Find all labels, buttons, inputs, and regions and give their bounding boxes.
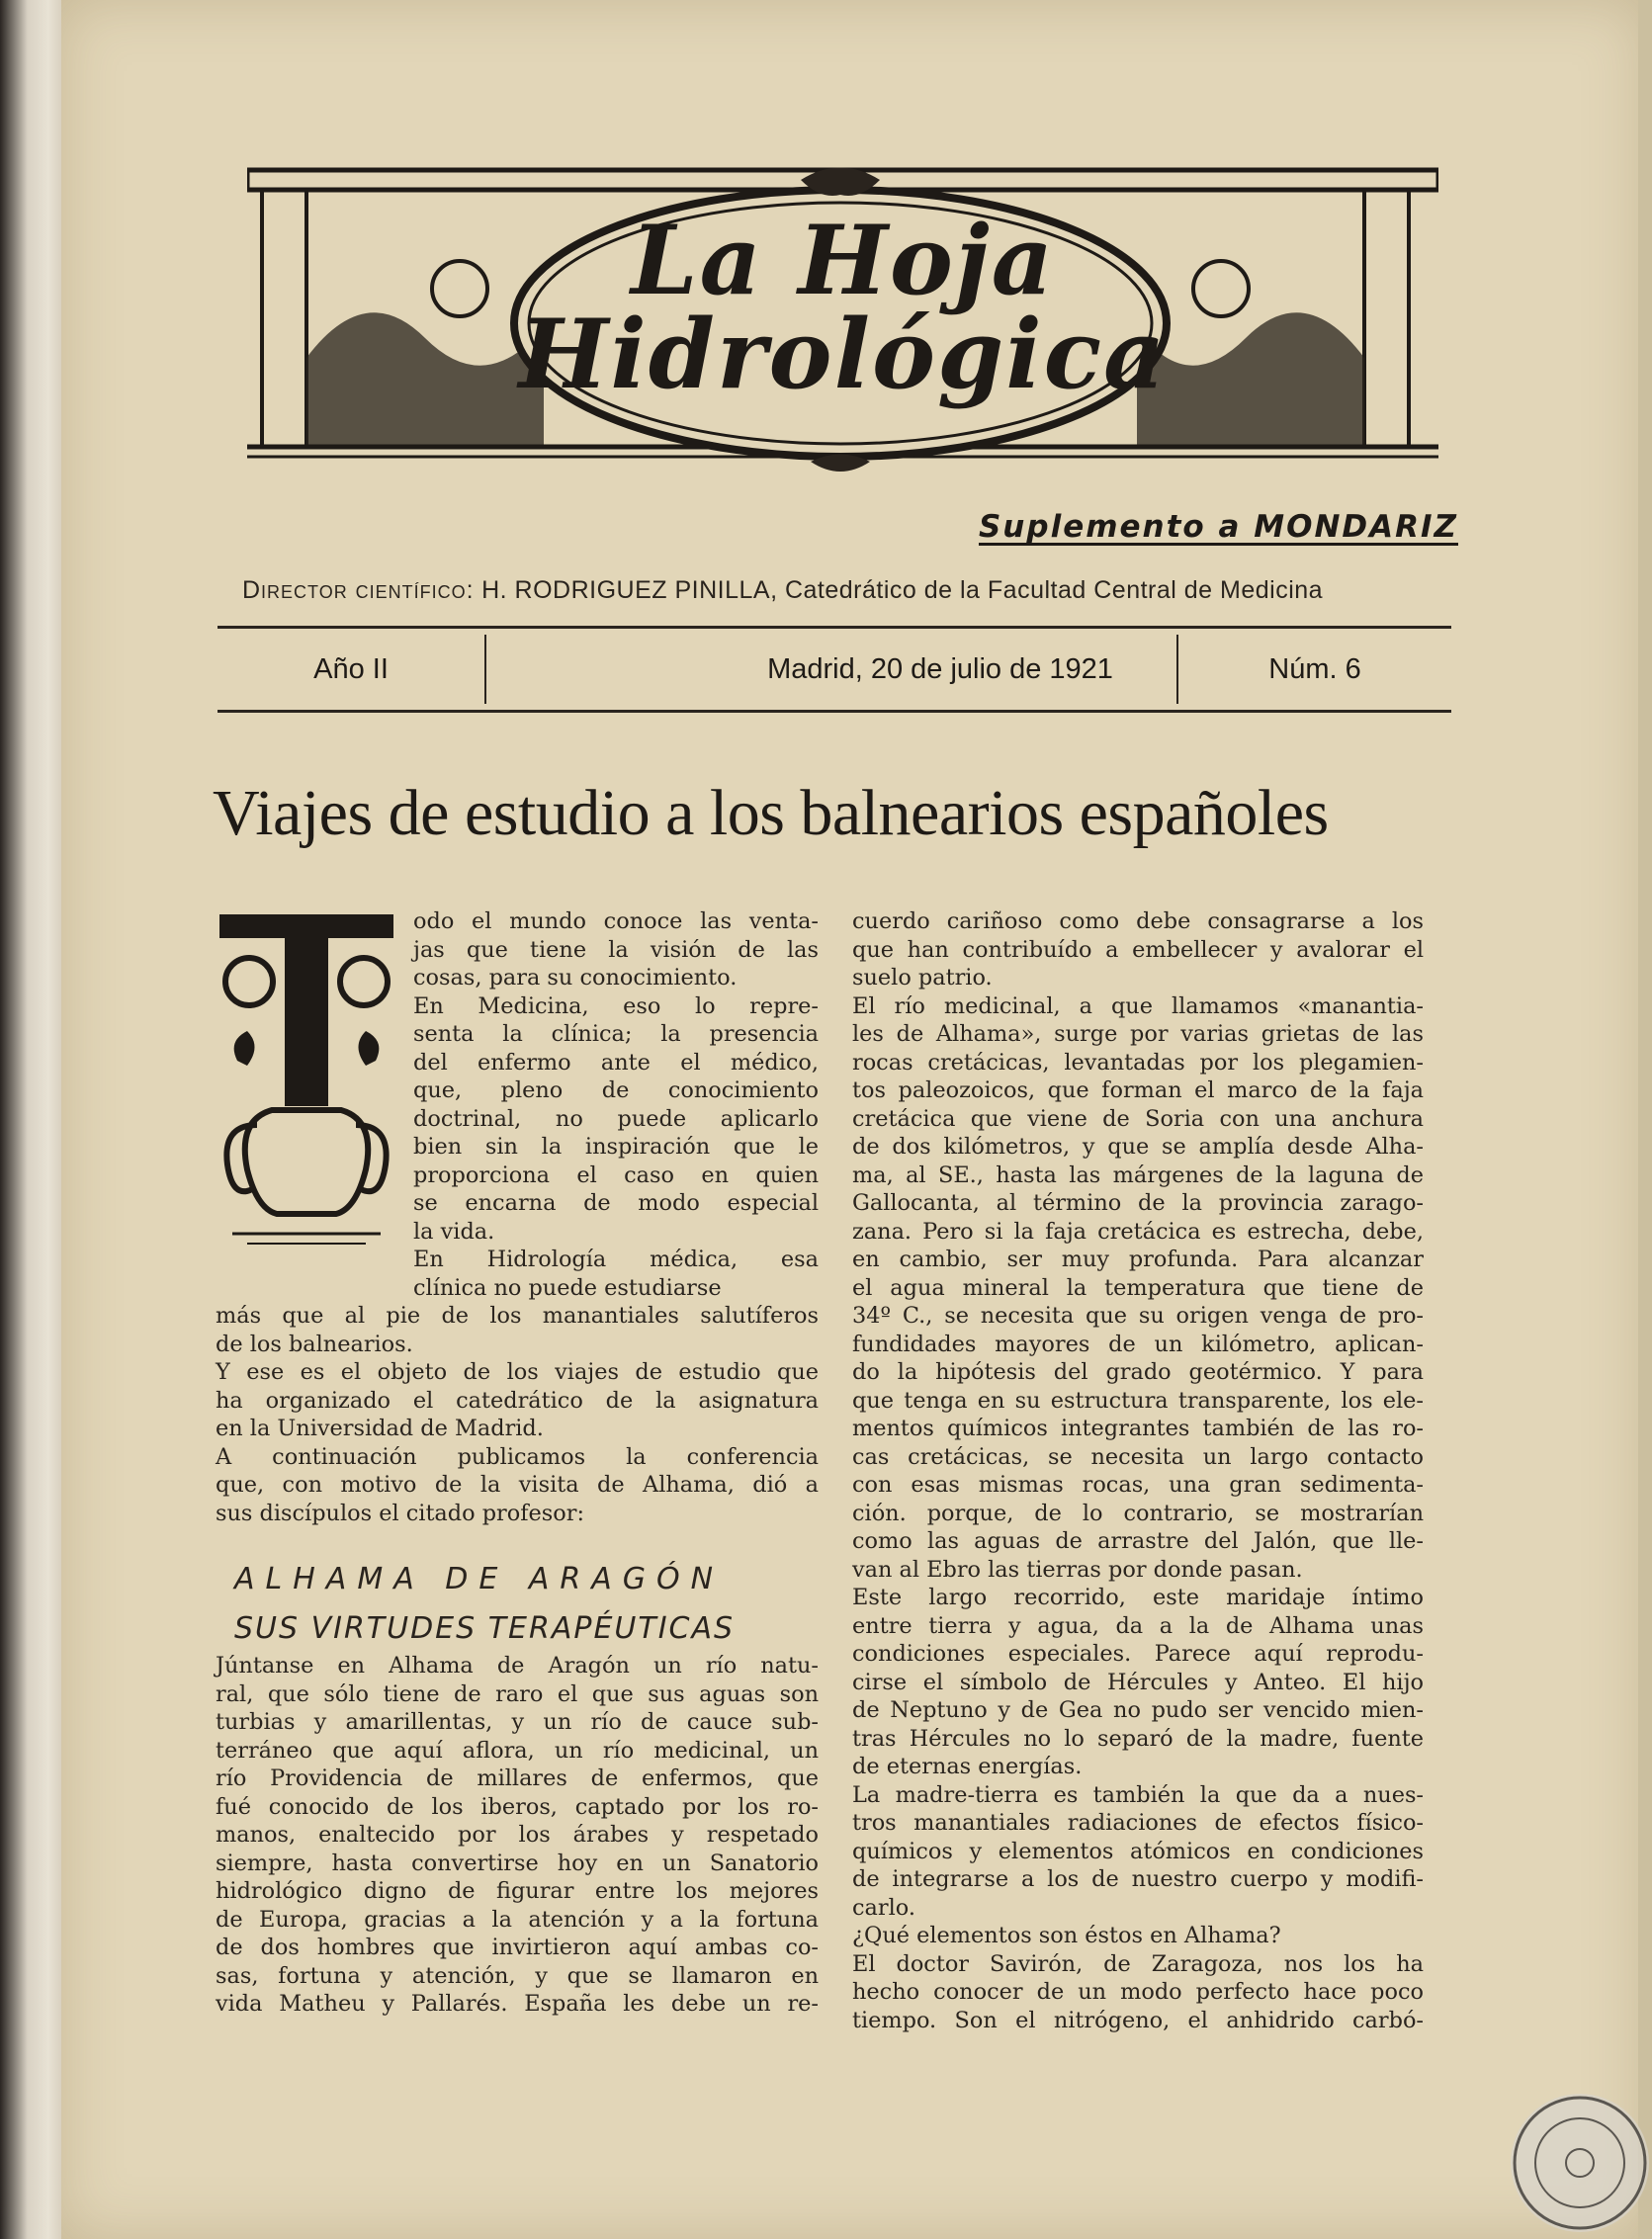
text-line: El doctor Savirón, de Zaragoza, nos los ha — [852, 1950, 1424, 1977]
academy-seal-icon — [1503, 2086, 1651, 2234]
text-line: proporciona el caso en quien — [413, 1162, 819, 1188]
text-line: siempre, hasta convertirse hoy en un Sanatorio — [216, 1850, 819, 1876]
text-line: tiempo. Son el nitrógeno, el anhidrido carbó- — [852, 2007, 1424, 2033]
text-line: en la Universidad de Madrid. — [216, 1416, 544, 1441]
text-line: el agua mineral la temperatura que tiene de — [852, 1274, 1424, 1301]
dropcap-wrapped-text — [413, 907, 819, 1302]
text-line: El río medicinal, a que llamamos «manantia- — [852, 992, 1424, 1019]
text-line: suelo patrio. — [852, 965, 993, 990]
text-line: A continuación publicamos la conferencia — [216, 1443, 819, 1470]
text-line: hecho conocer de un modo perfecto hace poco — [852, 1979, 1424, 2005]
text-line: fué conocido de los iberos, captado por los ro- — [216, 1793, 819, 1820]
text-line: les de Alhama», surge por varias grietas de las — [852, 1021, 1424, 1047]
text-line: que, pleno de conocimiento — [413, 1077, 819, 1103]
text-line: bien sin la inspiración que le — [413, 1134, 819, 1160]
article-column-left — [216, 907, 819, 2019]
text-line: químicos y elementos atómicos en condiciones — [852, 1838, 1424, 1864]
director-label: Director científico: — [242, 576, 475, 604]
text-line: se encarna de modo especial — [413, 1190, 819, 1216]
text-line: ma, al SE., hasta las márgenes de la laguna de — [852, 1162, 1424, 1188]
text-line: ha organizado el catedrático de la asignatura — [216, 1387, 819, 1414]
text-line: cretácica que viene de Soria con una anchura — [852, 1105, 1424, 1132]
text-line: tras Hércules no lo separó de la madre, fuente — [852, 1725, 1424, 1752]
text-line: van al Ebro las tierras por donde pasan. — [852, 1556, 1303, 1583]
page-right-edge — [1638, 0, 1652, 2239]
text-line: rocas cretácicas, levantadas por los plegamien- — [852, 1049, 1424, 1076]
left-text-block-2 — [216, 1652, 819, 2019]
issue-info-bar — [217, 626, 1451, 713]
text-line: clínica no puede estudiarse — [413, 1274, 722, 1301]
masthead-title-line1: La Hoja — [631, 205, 1055, 316]
text-line: cas cretácicas, se necesita un largo contacto — [852, 1443, 1424, 1470]
text-line: más que al pie de los manantiales salutíferos — [216, 1303, 819, 1329]
text-line: entre tierra y agua, da a la de Alhama unas — [852, 1612, 1424, 1639]
text-line: Gallocanta, al término de la provincia zarago- — [852, 1190, 1424, 1216]
text-line: Y ese es el objeto de los viajes de estudio que — [216, 1359, 819, 1385]
text-line: de Neptuno y de Gea no pudo ser vencido mien- — [852, 1697, 1424, 1723]
text-line: manos, enaltecido por los árabes y respetado — [216, 1822, 819, 1848]
text-line: tos paleozoicos, que forman el marco de la faja — [852, 1077, 1424, 1103]
masthead-title-line2: Hidrológica — [518, 299, 1168, 410]
text-line: condiciones especiales. Parece aquí reprodu- — [852, 1641, 1424, 1667]
text-line: terráneo que aquí aflora, un río medicinal, un — [216, 1737, 819, 1764]
director-line — [242, 576, 1429, 605]
text-line: La madre-tierra es también la que da a nues- — [852, 1781, 1424, 1808]
text-line: fundidades mayores de un kilómetro, aplican- — [852, 1331, 1424, 1357]
text-line: cosas, para su conocimiento. — [413, 965, 738, 990]
director-text: H. RODRIGUEZ PINILLA, Catedrático de la Facultad Central de Medicina — [481, 576, 1324, 604]
text-line: de dos kilómetros, y que se amplía desde Alha- — [852, 1134, 1424, 1160]
text-line: de eternas energías. — [852, 1754, 1083, 1779]
text-line: con esas mismas rocas, una gran sedimenta- — [852, 1472, 1424, 1498]
text-line: ral, que sólo tiene de raro el que sus aguas son — [216, 1680, 819, 1707]
supplement-label: Suplemento a MONDARIZ — [978, 509, 1458, 545]
text-line: que han contribuído a embellecer y avalorar el — [852, 936, 1424, 963]
text-line: 34º C., se necesita que su origen venga de pro- — [852, 1303, 1424, 1329]
text-line: vida Matheu y Pallarés. España les debe un re- — [216, 1991, 819, 2017]
text-line: ción. porque, de lo contrario, se mostrarían — [852, 1500, 1424, 1526]
text-line: como las aguas de arrastre del Jalón, que lle- — [852, 1528, 1424, 1554]
text-line: Este largo recorrido, este maridaje íntimo — [852, 1585, 1424, 1610]
masthead-banner — [247, 160, 1438, 486]
article-column-right — [852, 907, 1424, 2034]
text-line: río Providencia de millares de enfermos, que — [216, 1765, 819, 1791]
text-line: de integrarse a los de nuestro cuerpo y modifi- — [852, 1866, 1424, 1892]
text-line: senta la clínica; la presencia — [413, 1021, 819, 1047]
text-line: del enfermo ante el médico, — [413, 1049, 819, 1076]
left-text-block — [216, 1302, 819, 1527]
article-headline: Viajes de estudio a los balnearios españoles — [213, 777, 1329, 849]
text-line: do la hipótesis del grado geotérmico. Y para — [852, 1359, 1424, 1385]
text-line: turbias y amarillentas, y un río de cauce sub- — [216, 1709, 819, 1735]
text-line: de Europa, gracias a la atención y a la fortuna — [216, 1906, 819, 1933]
book-binding-edge — [0, 0, 69, 2239]
text-line: que tenga en su estructura transparente, los ele- — [852, 1387, 1424, 1414]
right-text-block — [852, 907, 1424, 2034]
text-line: sas, fortuna y atención, y que se llamaron en — [216, 1962, 819, 1989]
text-line: hidrológico digno de figurar entre los mejores — [216, 1878, 819, 1904]
text-line: carlo. — [852, 1894, 915, 1921]
text-line: tros manantiales radiaciones de efectos físico- — [852, 1810, 1424, 1836]
text-line: cuerdo cariñoso como debe consagrarse a los — [852, 908, 1424, 934]
text-line: de los balnearios. — [216, 1331, 413, 1357]
text-line: de dos hombres que invirtieron aquí ambas co- — [216, 1935, 819, 1960]
text-line: mentos químicos integrantes también de las ro- — [852, 1416, 1424, 1441]
text-line: que, con motivo de la visita de Alhama, dió a — [216, 1472, 819, 1498]
text-line: zana. Pero si la faja cretácica es estrecha, debe, — [852, 1218, 1424, 1245]
text-line: En Hidrología médica, esa — [413, 1247, 819, 1272]
issue-place-date: Madrid, 20 de julio de 1921 — [767, 653, 1113, 685]
text-line: Júntanse en Alhama de Aragón un río natu- — [216, 1653, 819, 1679]
section-subhead-1: ALHAMA DE ARAGÓN — [234, 1562, 725, 1596]
text-line: en cambio, ser muy profunda. Para alcanzar — [852, 1247, 1424, 1272]
text-line: sus discípulos el citado profesor: — [216, 1500, 584, 1526]
text-line: la vida. — [413, 1218, 495, 1245]
issue-year: Año II — [313, 653, 389, 685]
text-line: En Medicina, eso lo repre- — [413, 992, 819, 1019]
text-line: doctrinal, no puede aplicarlo — [413, 1105, 819, 1132]
text-line: ¿Qué elementos son éstos en Alhama? — [852, 1923, 1281, 1948]
text-line: jas que tiene la visión de las — [413, 936, 819, 963]
text-line: odo el mundo conoce las venta- — [413, 908, 819, 934]
issue-number: Núm. 6 — [1268, 653, 1361, 685]
section-subhead-2: SUS VIRTUDES TERAPÉUTICAS — [234, 1611, 736, 1646]
text-line: cirse el símbolo de Hércules y Anteo. El hijo — [852, 1669, 1424, 1695]
